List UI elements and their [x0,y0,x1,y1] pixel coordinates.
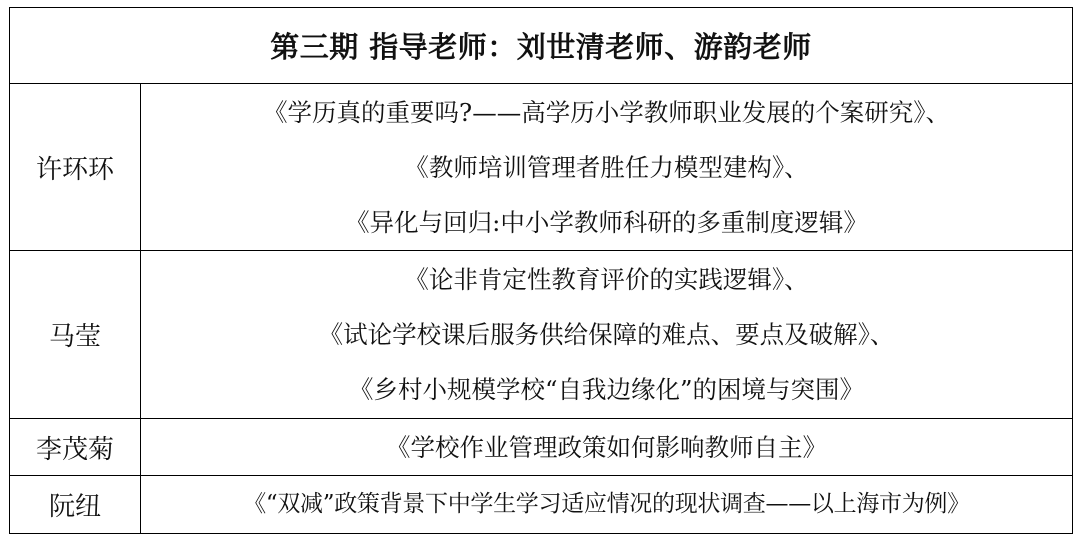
work-title: 《异化与回归:中小学教师科研的多重制度逻辑》 [345,207,868,237]
student-name: 马莹 [48,322,101,352]
table-row [10,419,1073,476]
table-row [10,84,1073,251]
work-title: 《论非肯定性教育评价的实践逻辑》、 [404,265,809,294]
work-title: 《学历真的重要吗?——高学历小学教师职业发展的个案研究》、 [263,97,950,127]
student-name-cell [10,251,141,419]
student-name-cell [10,84,141,251]
student-name-cell [10,476,141,534]
student-name-cell [10,419,141,476]
work-title: 《“双减”政策背景下中学生学习适应情况的现状调查——以上海市为例》 [243,491,970,517]
table-title-cell [10,8,1073,84]
student-name: 许环环 [35,154,114,185]
works-cell [141,251,1073,419]
work-title: 《教师培训管理者胜任力模型建构》、 [404,152,809,182]
works-cell [141,476,1073,534]
table-row [10,476,1073,534]
mentorship-table [9,7,1073,534]
table-row [10,251,1073,419]
work-title: 《乡村小规模学校“自我边缘化”的困境与突围》 [348,375,865,404]
work-title: 《学校作业管理政策如何影响教师自主》 [386,432,827,462]
table-title: 第三期 指导老师：刘世清老师、游韵老师 [270,30,812,64]
student-name: 阮纽 [48,492,101,522]
table-header-row [10,8,1073,84]
works-cell [141,84,1073,251]
work-title: 《试论学校课后服务供给保障的难点、要点及破解》、 [318,320,895,349]
works-cell [141,419,1073,476]
student-name: 李茂菊 [35,434,114,465]
